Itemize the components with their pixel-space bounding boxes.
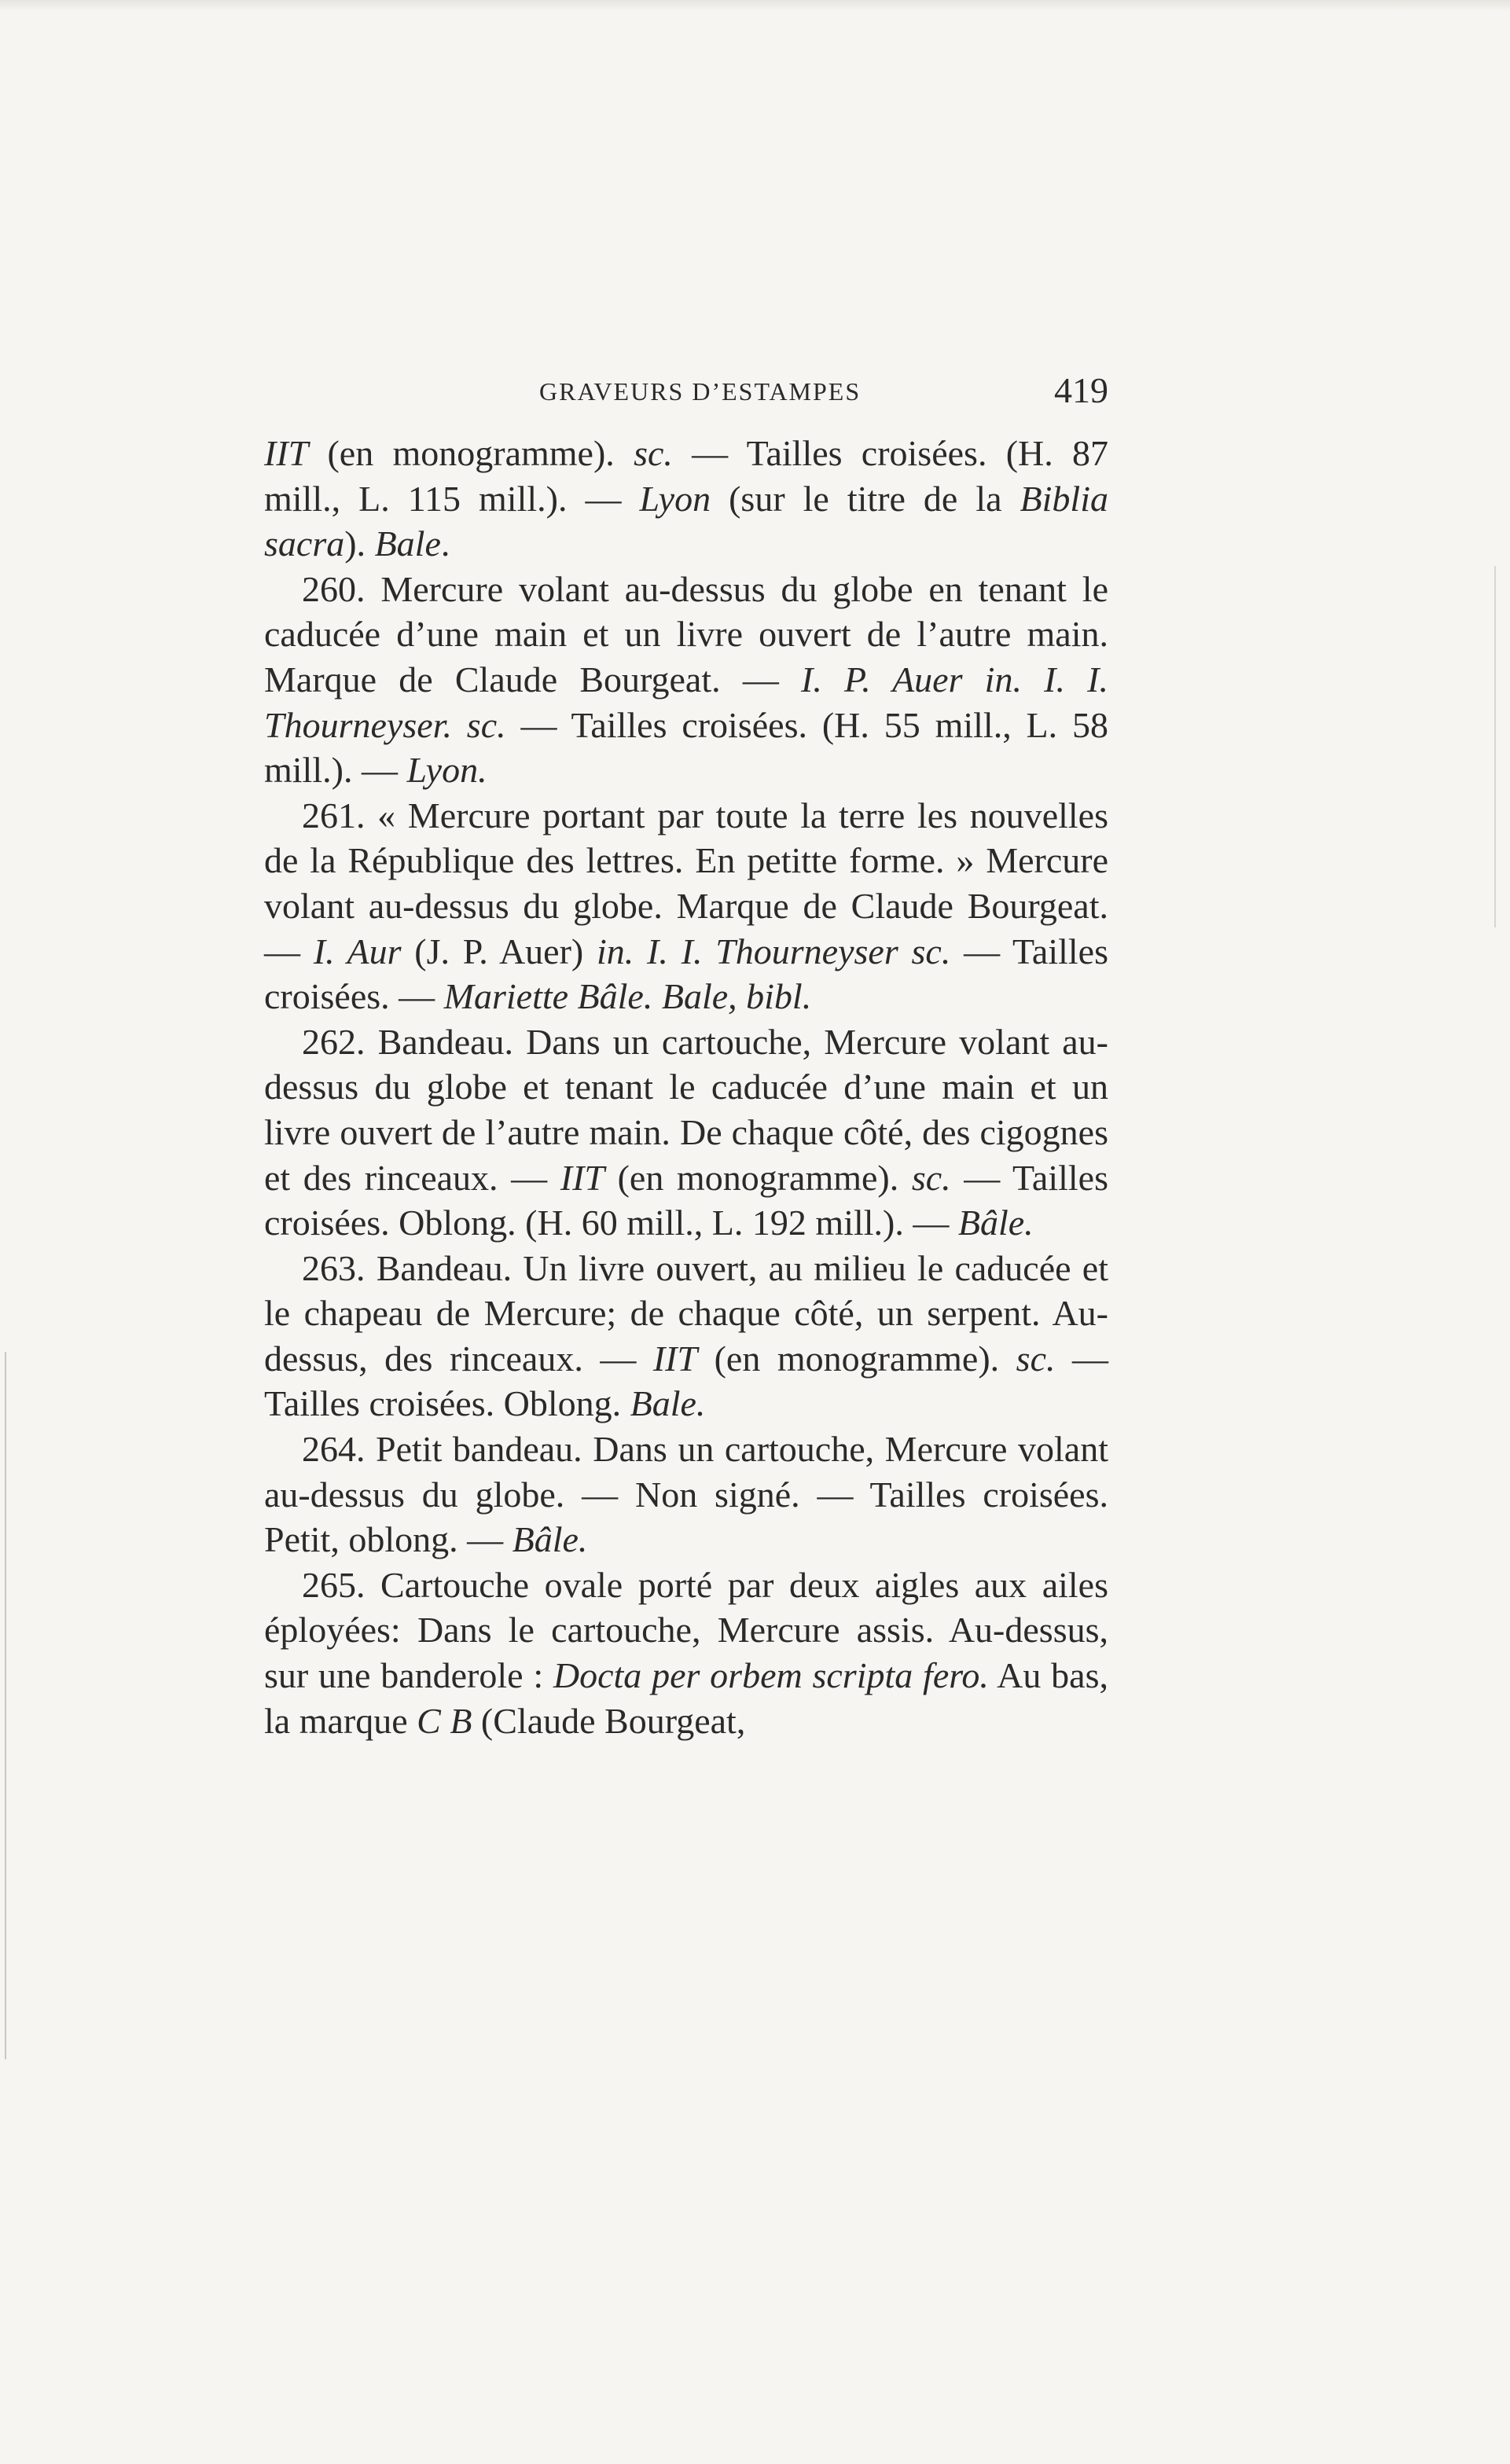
scan-margin-line-right bbox=[1494, 566, 1496, 927]
entry-261: 261. « Mercure portant par toute la terre les nouvelles de la République des lettres. En petitte forme. » Mercure volant au-dessus du globe. Marque de Claude Bourgeat. — I. Aur (J. P. Auer) in. I. I. Thourneyser sc. — Tailles croisées. — Mariette Bâle. Bale, bibl. bbox=[264, 795, 1108, 1017]
entry-260: 260. Mercure volant au-dessus du globe en tenant le caducée d’une main et un livre ouvert de l’autre main. Marque de Claude Bourgeat. — I. P. Auer in. I. I. Thourneyser. sc. — Tailles croisées. (H. 55 mill., L. 58 mill.). — Lyon. bbox=[264, 568, 1109, 791]
page-number: 419 bbox=[1054, 370, 1108, 410]
page-header bbox=[264, 369, 1108, 417]
entry-265: 265. Cartouche ovale porté par deux aigles aux ailes éployées: Dans le cartouche, Mercure assis. Au-dessus, sur une banderole : Docta per orbem scripta fero. Au bas, la marque C B (Claude Bourgeat, bbox=[264, 1564, 1108, 1741]
entry-263: 263. Bandeau. Un livre ouvert, au milieu le caducée et le chapeau de Mercure; de chaque côté, un serpent. Au-dessus, des rinceaux. — IIT (en monogramme). sc. — Tailles croisées. Oblong. Bale. bbox=[264, 1247, 1109, 1424]
entry-264: 264. Petit bandeau. Dans un cartouche, Mercure volant au-dessus du globe. — Non signé. — Tailles croisées. Petit, oblong. — Bâle. bbox=[264, 1429, 1108, 1560]
scan-edge bbox=[0, 0, 1510, 11]
body-text bbox=[264, 431, 1108, 1743]
running-head: GRAVEURS D’ESTAMPES bbox=[539, 377, 862, 406]
entry-262: 262. Bandeau. Dans un cartouche, Mercure volant au-dessus du globe et tenant le caducée d’une main et un livre ouvert de l’autre main. De chaque côté, des cigognes et des rinceaux. — IIT (en monogramme). sc. — Tailles croisées. Oblong. (H. 60 mill., L. 192 mill.). — Bâle. bbox=[264, 1021, 1108, 1243]
scan-margin-line-left bbox=[5, 1352, 6, 2059]
entry-continuation: IIT (en monogramme). sc. — Tailles croisées. (H. 87 mill., L. 115 mill.). — Lyon (sur le titre de la Biblia sacra). Bale. bbox=[264, 433, 1109, 564]
